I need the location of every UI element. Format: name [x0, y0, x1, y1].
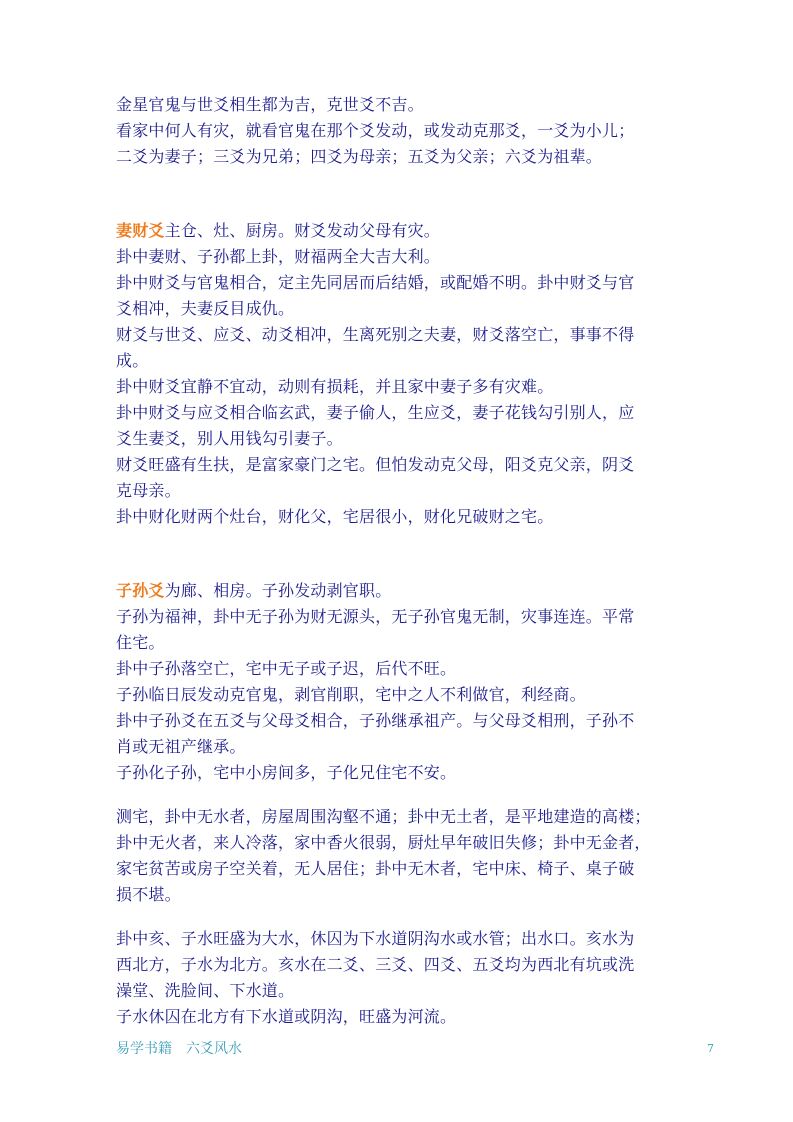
text-line: 克母亲。	[116, 481, 181, 500]
text-line: 卦中财化财两个灶台，财化父，宅居很小，财化兄破财之宅。	[116, 507, 554, 526]
section-first-line	[116, 578, 716, 604]
text-line: 卦中财爻与应爻相合临玄武，妻子偷人，生应爻，妻子花钱勾引别人，应	[116, 403, 635, 422]
section-guan-gui	[116, 92, 716, 170]
text-line: 卦中子孙落空亡，宅中无子或子迟，后代不旺。	[116, 659, 457, 678]
text-line: 财爻与世爻、应爻、动爻相冲，生离死别之夫妻，财爻落空亡，事事不得	[116, 325, 635, 344]
text-line: 肖或无祖产继承。	[116, 737, 246, 756]
text-line: 卦中子孙爻在五爻与父母爻相合，子孙继承祖产。与父母爻相刑，子孙不	[116, 711, 635, 730]
text-line: 成。	[116, 351, 149, 370]
text-line: 二爻为妻子；三爻为兄弟；四爻为母亲；五爻为父亲；六爻为祖辈。	[116, 147, 603, 166]
section-first-line	[116, 218, 716, 244]
text-line: 住宅。	[116, 633, 165, 652]
text-line: 家宅贫苦或房子空关着，无人居住；卦中无木者，宅中床、椅子、桌子破	[116, 859, 635, 878]
section-shui	[116, 926, 716, 1030]
text-line: 卦中财爻与官鬼相合，定主先同居而后结婚，或配婚不明。卦中财爻与官	[116, 273, 635, 292]
text-line: 澡堂、洗脸间、下水道。	[116, 981, 295, 1000]
text-line: 卦中财爻宜静不宜动，动则有损耗，并且家中妻子多有灾难。	[116, 377, 554, 396]
text-line: 卦中妻财、子孙都上卦，财福两全大吉大利。	[116, 247, 441, 266]
text-line: 爻相冲，夫妻反目成仇。	[116, 299, 295, 318]
text-line: 损不堪。	[116, 885, 181, 904]
text-line: 子孙化子孙，宅中小房间多，子化兄住宅不安。	[116, 763, 457, 782]
section-ce-zhai	[116, 804, 716, 908]
section-first-text: 为廊、相房。子孙发动剥官职。	[164, 581, 392, 600]
section-qi-cai	[116, 218, 716, 530]
section-heading: 妻财爻	[116, 221, 165, 240]
page-number: 7	[707, 1042, 714, 1055]
text-line: 卦中无火者，来人冷落，家中香火很弱，厨灶早年破旧失修；卦中无金者，	[116, 833, 651, 852]
text-line: 看家中何人有灾，就看官鬼在那个爻发动，或发动克那爻，一爻为小儿；	[116, 121, 635, 140]
text-line: 测宅，卦中无水者，房屋周围沟壑不通；卦中无土者，是平地建造的高楼；	[116, 807, 651, 826]
text-line: 西北方，子水为北方。亥水在二爻、三爻、四爻、五爻均为西北有坑或洗	[116, 955, 635, 974]
section-zi-sun	[116, 578, 716, 786]
page-body	[116, 92, 716, 1030]
text-line: 金星官鬼与世爻相生都为吉，克世爻不吉。	[116, 95, 424, 114]
footer-book-title: 易学书籍 六爻风水	[116, 1041, 242, 1057]
section-first-text: 主仓、灶、厨房。财爻发动父母有灾。	[164, 221, 441, 240]
text-line: 爻生妻爻，别人用钱勾引妻子。	[116, 429, 343, 448]
text-line: 财爻旺盛有生扶，是富家豪门之宅。但怕发动克父母，阳爻克父亲，阴爻	[116, 455, 635, 474]
text-line: 子孙临日辰发动克官鬼，剥官削职，宅中之人不利做官，利经商。	[116, 685, 586, 704]
text-line: 卦中亥、子水旺盛为大水，休囚为下水道阴沟水或水管；出水口。亥水为	[116, 929, 635, 948]
text-line: 子水休囚在北方有下水道或阴沟，旺盛为河流。	[116, 1007, 457, 1026]
section-heading: 子孙爻	[116, 581, 165, 600]
text-line: 子孙为福神，卦中无子孙为财无源头，无子孙官鬼无制，灾事连连。平常	[116, 607, 635, 626]
